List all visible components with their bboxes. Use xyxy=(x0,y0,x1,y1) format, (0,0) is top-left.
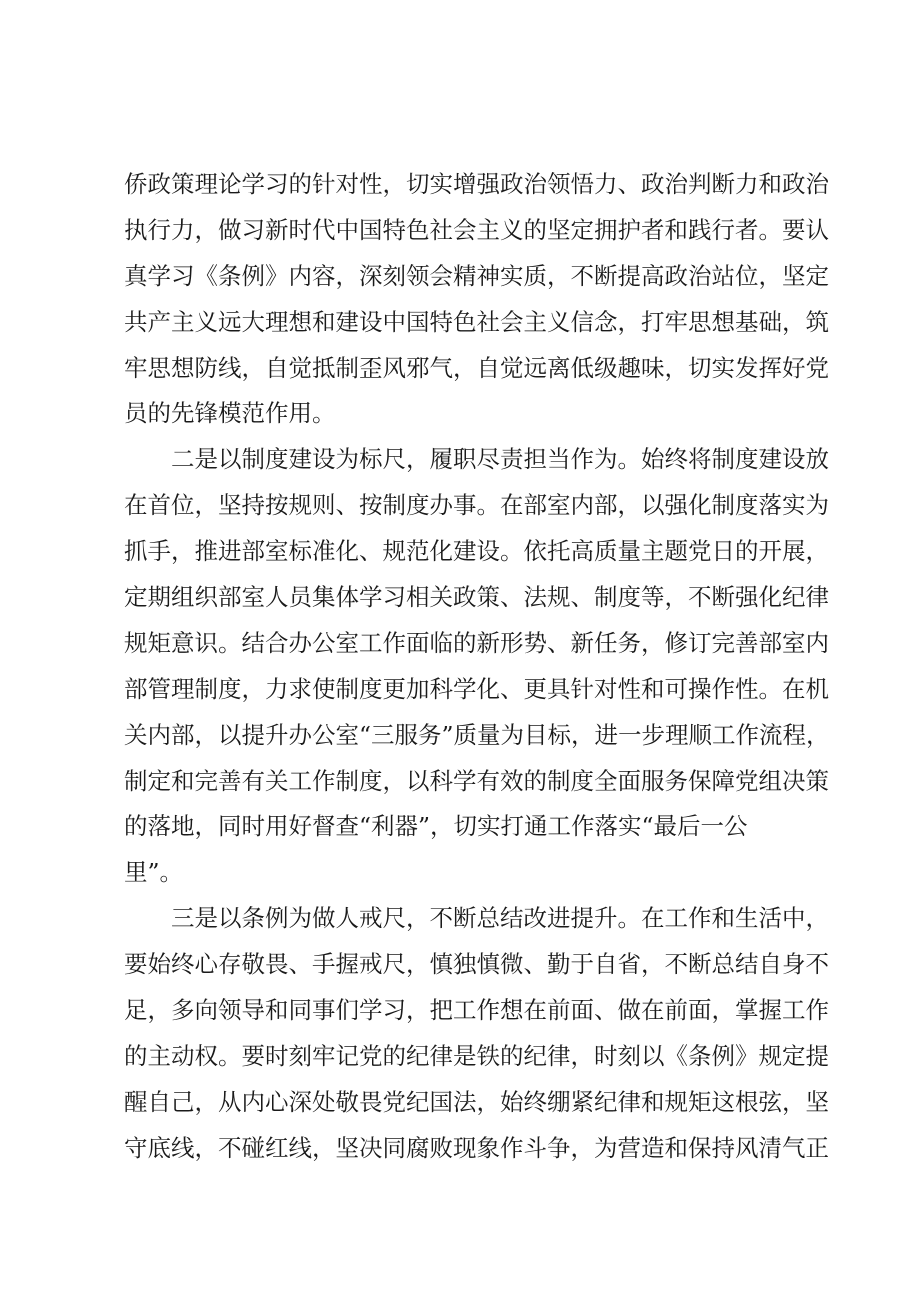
body-text xyxy=(124,162,830,1172)
text-line: 在首位，坚持按规则、按制度办事。在部室内部，以强化制度落实为 xyxy=(124,491,829,520)
text-line: 侨政策理论学习的针对性，切实增强政治领悟力、政治判断力和政治 xyxy=(124,170,829,198)
text-line: 抓手，推进部室标准化、规范化建设。依托高质量主题党日的开展， xyxy=(124,537,829,566)
text-line: 的落地，同时用好督查“利器”，切实打通工作落实“最后一公 xyxy=(124,812,748,841)
text-line: 关内部，以提升办公室“三服务”质量为目标，进一步理顺工作流程， xyxy=(124,720,830,749)
text-line: 制定和完善有关工作制度，以科学有效的制度全面服务保障党组决策 xyxy=(124,766,829,795)
text-line: 牢思想防线，自觉抵制歪风邪气，自觉远离低级趣味，切实发挥好党 xyxy=(124,353,829,382)
text-line: 要始终心存敬畏、手握戒尺，慎独慎微、勤于自省，不断总结自身不 xyxy=(124,950,829,979)
text-line: 三是以条例为做人戒尺，不断总结改进提升。在工作和生活中， xyxy=(171,904,829,933)
text-line: 部管理制度，力求使制度更加科学化、更具针对性和可操作性。在机 xyxy=(124,674,829,703)
text-line: 醒自己，从内心深处敬畏党纪国法，始终绷紧纪律和规矩这根弦，坚 xyxy=(124,1087,829,1116)
text-line: 定期组织部室人员集体学习相关政策、法规、制度等，不断强化纪律 xyxy=(124,583,829,612)
paragraph-2 xyxy=(124,437,830,896)
text-line: 规矩意识。结合办公室工作面临的新形势、新任务，修订完善部室内 xyxy=(124,628,829,657)
text-line: 里”。 xyxy=(124,858,184,887)
text-line: 守底线，不碰红线，坚决同腐败现象作斗争，为营造和保持风清气正 xyxy=(124,1133,829,1162)
text-line: 执行力，做习新时代中国特色社会主义的坚定拥护者和践行者。要认 xyxy=(124,215,829,244)
text-line: 的主动权。要时刻牢记党的纪律是铁的纪律，时刻以《条例》规定提 xyxy=(124,1041,829,1070)
paragraph-1 xyxy=(124,162,829,437)
text-line: 共产主义远大理想和建设中国特色社会主义信念，打牢思想基础，筑 xyxy=(124,307,829,336)
text-line: 真学习《条例》内容，深刻领会精神实质，不断提高政治站位，坚定 xyxy=(124,261,829,290)
text-line: 二是以制度建设为标尺，履职尽责担当作为。始终将制度建设放 xyxy=(171,445,829,474)
paragraph-3 xyxy=(124,896,829,1171)
text-line: 足，多向领导和同事们学习，把工作想在前面、做在前面，掌握工作 xyxy=(124,996,829,1025)
text-line: 员的先锋模范作用。 xyxy=(124,399,336,428)
